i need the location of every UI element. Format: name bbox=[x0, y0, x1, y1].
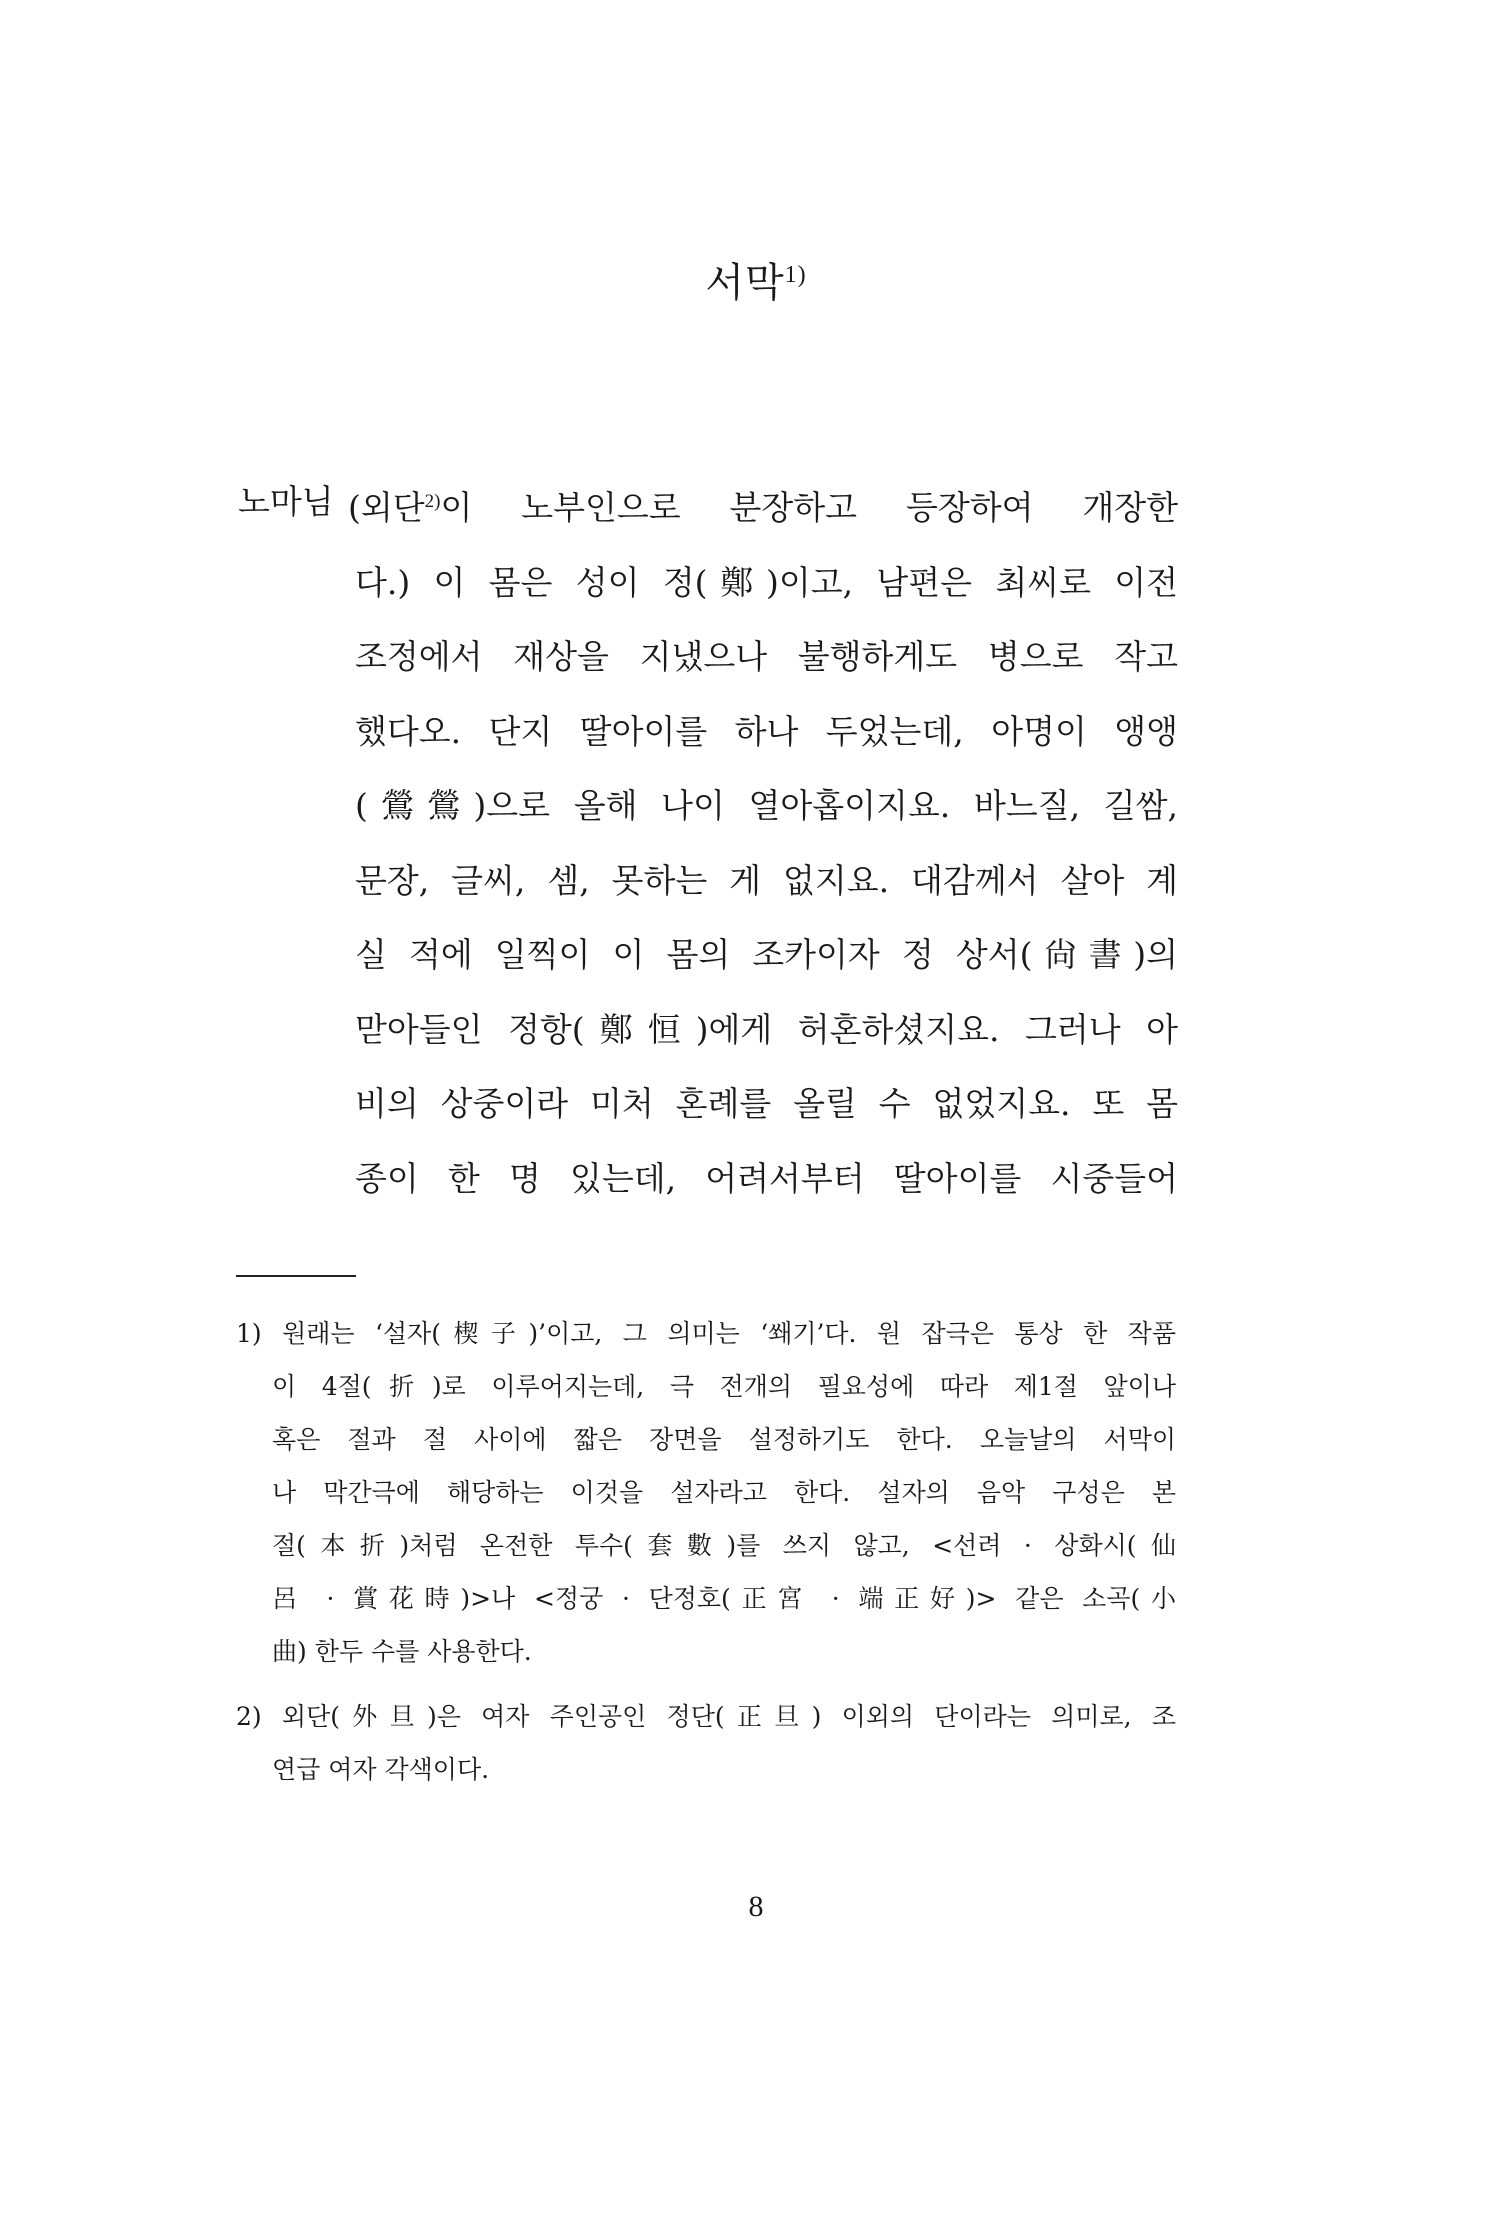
section-title-text: 서막 bbox=[705, 260, 785, 306]
footnote-line: 曲) 한두 수를 사용한다. bbox=[272, 1637, 532, 1666]
stage-direction-open: (외단 bbox=[348, 488, 425, 527]
footnote-line: 연급 여자 각색이다. bbox=[272, 1755, 490, 1784]
footnote-line: 나 막간극에 해당하는 이것을 설자라고 한다. 설자의 음악 구성은 본 bbox=[272, 1478, 1176, 1507]
footnote-line: 절(本折)처럼 온전한 투수(套數)를 쓰지 않고, <선려 · 상화시(仙 bbox=[272, 1531, 1176, 1560]
footnotes bbox=[236, 1307, 1176, 1808]
footnote-2 bbox=[236, 1690, 1176, 1796]
dialogue-line bbox=[348, 465, 1178, 546]
dialogue-block bbox=[238, 465, 1178, 1216]
footnote-line: 呂 · 賞花時)>나 <정궁 · 단정호(正宮 · 端正好)> 같은 소곡(小 bbox=[272, 1584, 1176, 1613]
dialogue-line: 종이 한 명 있는데, 어려서부터 딸아이를 시중들어 bbox=[355, 1158, 1178, 1198]
dialogue-line: 했다오. 단지 딸아이를 하나 두었는데, 아명이 앵앵 bbox=[355, 711, 1178, 751]
dialogue-line: 실 적에 일찍이 이 몸의 조카이자 정 상서(尙書)의 bbox=[355, 935, 1178, 974]
footnote-ref-1[interactable]: 1) bbox=[784, 262, 807, 288]
dialogue-line: (鶯鶯)으로 올해 나이 열아홉이지요. 바느질, 길쌈, bbox=[355, 786, 1178, 825]
dialogue-line: 비의 상중이라 미처 혼례를 올릴 수 없었지요. 또 몸 bbox=[355, 1084, 1178, 1123]
dialogue-line: 문장, 글씨, 셈, 못하는 게 없지요. 대감께서 살아 계 bbox=[355, 860, 1178, 900]
page-number: 8 bbox=[748, 1890, 764, 1923]
footnote-separator bbox=[236, 1275, 356, 1277]
footnote-line: 2) 외단(外旦)은 여자 주인공인 정단(正旦) 이외의 단이라는 의미로, 조 bbox=[236, 1702, 1176, 1731]
footnote-line: 이 4절(折)로 이루어지는데, 극 전개의 필요성에 따라 제1절 앞이나 bbox=[272, 1372, 1176, 1401]
stage-direction-text: 이 노부인으로 분장하고 등장하여 개장한 bbox=[440, 488, 1178, 527]
section-title bbox=[0, 245, 1512, 313]
footnote-line: 1) 원래는 ‘설자(楔子)’이고, 그 의미는 ‘쐐기’다. 원 잡극은 통상 한 작품 bbox=[236, 1319, 1176, 1348]
dialogue-line: 다.) 이 몸은 성이 정(鄭)이고, 남편은 최씨로 이전 bbox=[355, 562, 1178, 602]
speaker-name: 노마님 bbox=[238, 482, 334, 521]
footnote-ref-2[interactable]: 2) bbox=[424, 491, 441, 512]
footnote-line: 혹은 절과 절 사이에 짧은 장면을 설정하기도 한다. 오늘날의 서막이 bbox=[272, 1425, 1176, 1454]
footnote-1 bbox=[236, 1307, 1176, 1678]
dialogue-line: 조정에서 재상을 지냈으나 불행하게도 병으로 작고 bbox=[355, 637, 1178, 676]
dialogue-line: 맏아들인 정항(鄭恒)에게 허혼하셨지요. 그러나 아 bbox=[355, 1009, 1178, 1049]
